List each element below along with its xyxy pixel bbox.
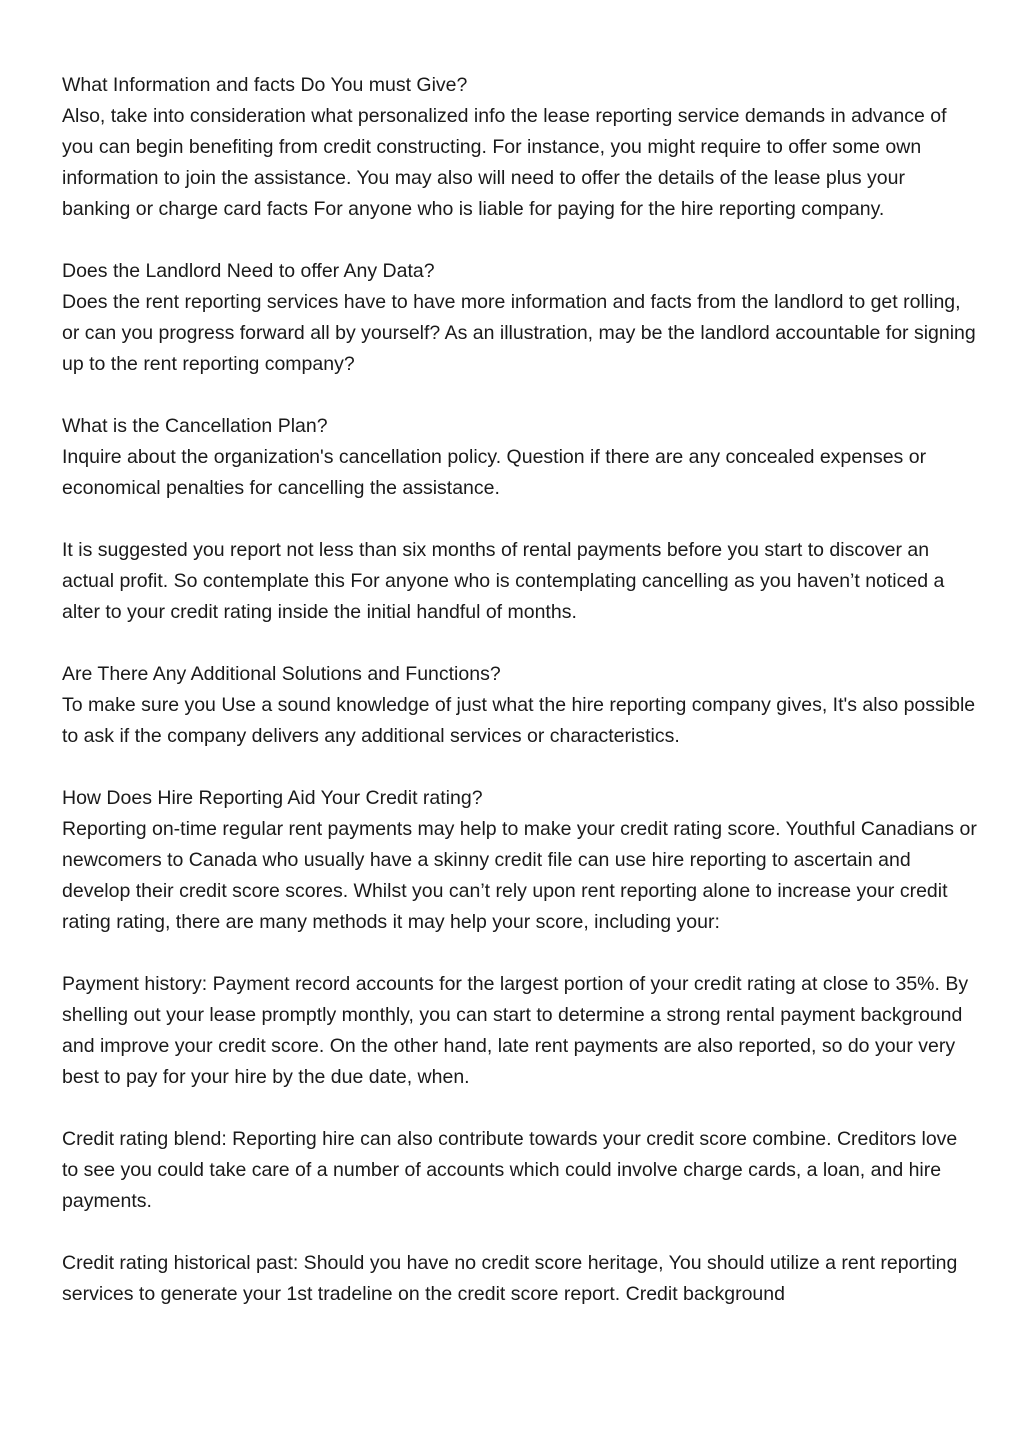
section-heading: Does the Landlord Need to offer Any Data?	[62, 260, 435, 282]
section-credit-history	[62, 1248, 977, 1310]
section-body: Also, take into consideration what personalized info the lease reporting service demands in advance of you can begin benefiting from credit constructing. For instance, you might require to offer some own information to join the assistance. You may also will need to offer the details of the lease plus your banking or charge card facts For anyone who is liable for paying for the hire reporting company.	[62, 105, 947, 220]
section-payment-history	[62, 969, 977, 1093]
section-six-months-advice	[62, 535, 977, 628]
section-additional-solutions	[62, 659, 977, 752]
section-information-needed	[62, 70, 977, 225]
section-body: Inquire about the organization's cancellation policy. Question if there are any concealed expenses or economical penalties for cancelling the assistance.	[62, 446, 927, 499]
section-heading: What Information and facts Do You must Give?	[62, 74, 468, 96]
section-body: Credit rating blend: Reporting hire can also contribute towards your credit score combine. Creditors love to see you could take care of a number of accounts which could involve charge cards, a loan, and hire payments.	[62, 1128, 958, 1212]
section-body: Credit rating historical past: Should you have no credit score heritage, You should utilize a rent reporting services to generate your 1st tradeline on the credit score report. Credit background	[62, 1252, 958, 1305]
section-body: Does the rent reporting services have to have more information and facts from the landlord to get rolling, or can you progress forward all by yourself? As an illustration, may be the landlord accountable for signing up to the rent reporting company?	[62, 291, 976, 375]
section-body: Payment history: Payment record accounts for the largest portion of your credit rating at close to 35%. By shelling out your lease promptly monthly, you can start to determine a strong rental payment background and improve your credit score. On the other hand, late rent payments are also reported, so do your very best to pay for your hire by the due date, when.	[62, 973, 969, 1088]
document-page	[62, 70, 977, 1341]
section-credit-blend	[62, 1124, 977, 1217]
section-heading: How Does Hire Reporting Aid Your Credit rating?	[62, 787, 483, 809]
section-heading: What is the Cancellation Plan?	[62, 415, 328, 437]
section-heading: Are There Any Additional Solutions and Functions?	[62, 663, 501, 685]
section-landlord-data	[62, 256, 977, 380]
section-credit-rating-aid	[62, 783, 977, 938]
section-body: To make sure you Use a sound knowledge of just what the hire reporting company gives, It's also possible to ask if the company delivers any additional services or characteristics.	[62, 694, 976, 747]
section-body: Reporting on-time regular rent payments may help to make your credit rating score. Youthful Canadians or newcomers to Canada who usually have a skinny credit file can use hire reporting to ascertain and develop their credit score scores. Whilst you can’t rely upon rent reporting alone to increase your credit rating rating, there are many methods it may help your score, including your:	[62, 818, 977, 933]
section-body: It is suggested you report not less than six months of rental payments before you start to discover an actual profit. So contemplate this For anyone who is contemplating cancelling as you haven’t noticed a alter to your credit rating inside the initial handful of months.	[62, 539, 945, 623]
section-cancellation-plan	[62, 411, 977, 504]
